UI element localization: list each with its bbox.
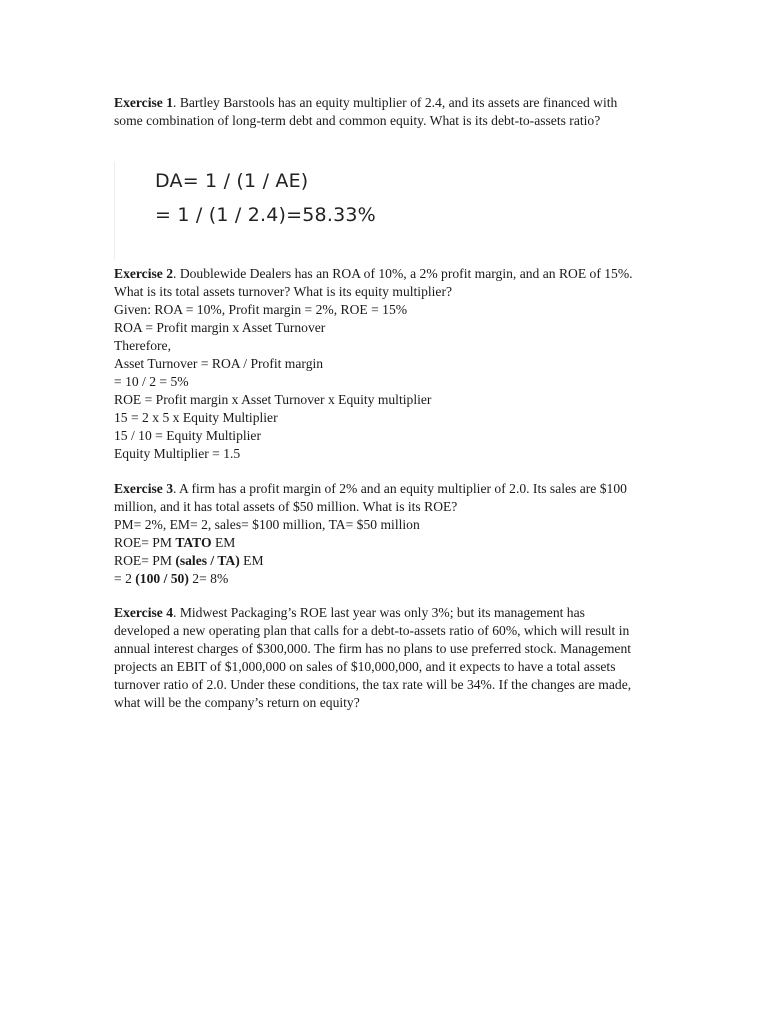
solution-line: Therefore, — [114, 338, 171, 353]
solution-line: 15 = 2 x 5 x Equity Multiplier — [114, 410, 278, 425]
exercise-4-question — [114, 604, 644, 712]
solution-line: Equity Multiplier = 1.5 — [114, 446, 241, 461]
solution-bold-text: (100 / 50) — [135, 571, 189, 586]
exercise-2-heading: Exercise 2 — [114, 266, 174, 281]
solution-text: EM — [211, 535, 236, 550]
exercise-3-text: . A firm has a profit margin of 2% and an equity multiplier of 2.0. Its sales are $100 million, and it has total assets of $50 million. What is its ROE? — [114, 481, 627, 514]
solution-line: ROA = Profit margin x Asset Turnover — [114, 320, 326, 335]
exercise-4-heading: Exercise 4 — [114, 605, 174, 620]
exercise-1 — [114, 94, 644, 130]
solution-line — [114, 552, 644, 570]
solution-line: ROE = Profit margin x Asset Turnover x Equity multiplier — [114, 392, 432, 407]
exercise-3 — [114, 480, 644, 588]
solution-line: Given: ROA = 10%, Profit margin = 2%, ROE = 15% — [114, 302, 408, 317]
exercise-4 — [114, 604, 644, 712]
exercise-1-question — [114, 94, 644, 130]
solution-text: ROE= PM — [114, 535, 176, 550]
solution-bold-text: TATO — [175, 535, 212, 550]
exercise-4-text: . Midwest Packaging’s ROE last year was only 3%; but its management has developed a new operating plan that calls for a debt-to-assets ratio of 60%, which will result in annual interest charges of $300,000. The firm has no plans to use preferred stock. Management projects an EBIT of $1,000,000 on sales of $10,000,000, and it expects to have a total assets turnover ratio of 2.0. Under these conditions, the tax rate will be 34%. If the changes are made, what will be the company’s return on equity? — [114, 605, 632, 710]
formula-line-2: = 1 / (1 / 2.4)=58.33% — [155, 204, 376, 226]
solution-text: 2= 8% — [188, 571, 229, 586]
solution-line — [114, 570, 644, 588]
exercise-1-heading: Exercise 1 — [114, 95, 174, 110]
solution-text: EM — [239, 553, 264, 568]
solution-line — [114, 534, 644, 552]
solution-line: Asset Turnover = ROA / Profit margin — [114, 356, 324, 371]
solution-line: 15 / 10 = Equity Multiplier — [114, 428, 261, 443]
exercise-1-text: . Bartley Barstools has an equity multiplier of 2.4, and its assets are financed with some combination of long-term debt and common equity. What is its debt-to-assets ratio? — [114, 95, 618, 128]
exercise-2-text: . Doublewide Dealers has an ROA of 10%, a 2% profit margin, and an ROE of 15%. What is its total assets turnover? What is its equity multiplier? — [114, 266, 633, 299]
solution-bold-text: (sales / TA) — [175, 553, 240, 568]
exercise-3-heading: Exercise 3 — [114, 481, 174, 496]
solution-text: = 2 — [114, 571, 136, 586]
exercise-2 — [114, 265, 644, 463]
solution-text: ROE= PM — [114, 553, 176, 568]
exercise-3-question — [114, 480, 644, 516]
exercise-2-question — [114, 265, 644, 301]
solution-line: PM= 2%, EM= 2, sales= $100 million, TA= $50 million — [114, 517, 420, 532]
solution-line: = 10 / 2 = 5% — [114, 374, 189, 389]
formula-line-1: DA= 1 / (1 / AE) — [155, 170, 309, 192]
exercise-1-formula-image — [114, 162, 415, 260]
